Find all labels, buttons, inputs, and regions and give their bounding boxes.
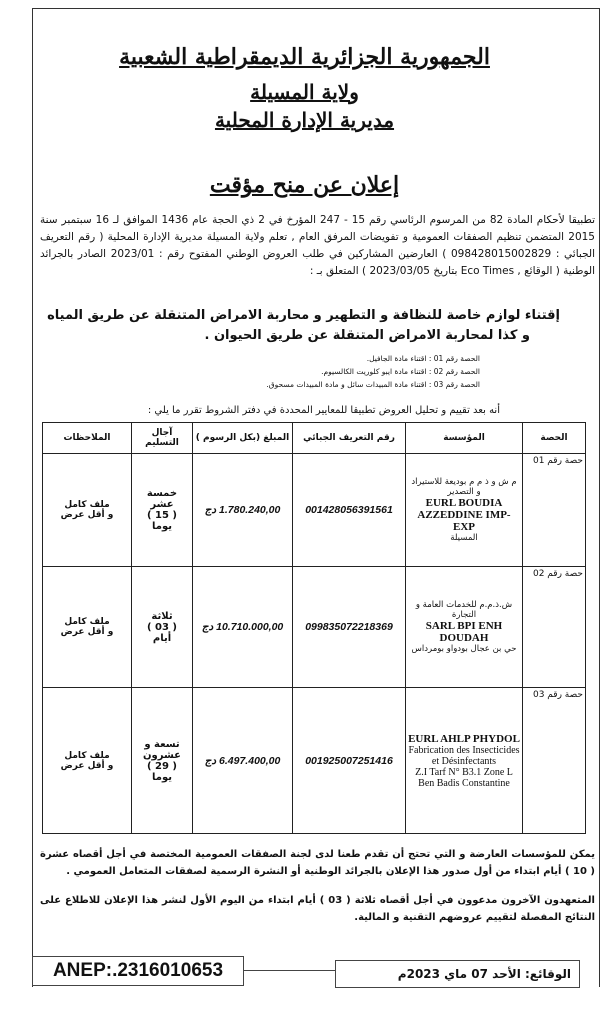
delay-number: ( 29 ) <box>146 760 178 772</box>
announcement-title: إعلان عن منح مؤقت <box>209 172 400 198</box>
note: ملف كامل <box>64 617 110 627</box>
company-address: حي بن عجال بودواو بومرداس <box>411 644 517 654</box>
note: و أقل عرض <box>60 510 114 520</box>
anep-reference: ANEP:.2316010653 <box>32 956 244 986</box>
col-lot: الحصة <box>523 423 586 454</box>
note: و أقل عرض <box>60 760 114 771</box>
delay-number: ( 03 ) <box>146 621 178 633</box>
subject <box>40 306 560 346</box>
table-header <box>43 423 586 454</box>
table-row <box>43 454 586 567</box>
company-fr: EURL BOUDIA AZZEDDINE IMP-EXP <box>417 497 511 533</box>
lot-item: الحصة رقم 01 : اقتناء مادة الجافيل. <box>366 354 480 363</box>
col-delay: آجال التسليم <box>132 423 193 454</box>
lot-cell: حصة رقم 02 <box>523 567 586 688</box>
note: و أقل عرض <box>60 627 114 637</box>
delay-words: خمسة عشر <box>146 488 178 510</box>
company-cell <box>406 567 523 688</box>
footer-divider <box>243 970 335 971</box>
table-row <box>43 567 586 688</box>
col-notes: الملاحظات <box>43 423 132 454</box>
subject-line: إقتناء لوازم خاصة للنظافة و التطهير و محاربة الامراض المتنقلة عن طريق المياه <box>47 308 560 323</box>
lot-cell: حصة رقم 01 <box>523 454 586 567</box>
amount-cell: 10.710.000,00 دج <box>193 567 293 688</box>
header-wilaya: ولاية المسيلة <box>250 80 359 104</box>
intro-paragraph: تطبيقا لأحكام المادة 82 من المرسوم الرئاسي رقم 15 - 247 المؤرخ في 2 ذي الحجة عام 1436 الموافق لـ 16 سبتمبر سنة 2015 المتضمن تنظيم الصفقات العمومية و تفويضات المرفق العام , تعلم ولاية المسيلة مديرية الإدارة المحلية ( رقم التعريف الجبائي : 098428015002829 ) العارضين المشاركين في طلب العروض الوطني المفتوح رقم : 2023/01 الصادر بالجرائد الوطنية ( الوقائع , Eco Times بتاريخ 2023/03/05 ) المتعلق بـ : <box>40 214 596 277</box>
lot-cell: حصة رقم 03 <box>523 688 586 834</box>
company-ar: م ش و ذ م م بوديعة للاستيراد و التصدير <box>411 477 517 497</box>
company-cell <box>406 688 523 834</box>
delay-cell <box>132 688 193 834</box>
delay-unit: أيام <box>152 632 172 644</box>
header-republic: الجمهورية الجزائرية الديمقراطية الشعبية <box>119 44 490 70</box>
delay-unit: يوما <box>152 521 172 532</box>
company-address: Z.I Tarf N° B3.1 Zone L Ben Badis Constantine <box>415 766 513 789</box>
nif-cell: 099835072218369 <box>293 567 406 688</box>
delay-words: تسعة و عشرون <box>143 738 181 761</box>
decision-text: أنه بعد تقييم و تحليل العروض تطبيقا للمعايير المحددة في دفتر الشروط تقرر ما يلي : <box>147 405 500 416</box>
notes-cell <box>43 567 132 688</box>
lots-list <box>100 352 480 391</box>
delay-unit: يوما <box>152 771 172 783</box>
col-amount: المبلغ (بكل الرسوم ) <box>193 423 293 454</box>
company-ar: ش.ذ.م.م للخدمات العامة و التجارة <box>415 600 513 620</box>
nif-cell: 001428056391561 <box>293 454 406 567</box>
amount-cell: 6.497.400,00 دج <box>193 688 293 834</box>
company-name: EURL AHLP PHYDOL <box>408 732 520 745</box>
delay-cell <box>132 454 193 567</box>
invite-paragraph: المتعهدون الآخرون مدعوون في أجل أقصاه ثلاثة ( 03 ) أيام ابتداء من اليوم الأول لنشر هذا الإعلان للاطلاع على النتائج المفصلة لتقييم عروضهم التقنية و المالية. <box>40 895 595 923</box>
appeal-paragraph: يمكن للمؤسسات العارضة و التي تحتج أن تقدم طعنا لدى لجنة الصفقات العمومية المختصة في أجل أقصاه عشرة ( 10 ) أيام ابتداء من أول صدور هذا الإعلان بالجرائد الوطنية أو النشرة الرسمية لصفقات المتعامل العمومي . <box>40 849 595 877</box>
award-table <box>42 422 586 834</box>
amount-cell: 1.780.240,00 دج <box>193 454 293 567</box>
col-company: المؤسسة <box>406 423 523 454</box>
delay-cell <box>132 567 193 688</box>
delay-number: ( 15 ) <box>146 510 178 521</box>
table-row <box>43 688 586 834</box>
notes-cell <box>43 454 132 567</box>
company-cell <box>406 454 523 567</box>
company-fr: SARL BPI ENH DOUDAH <box>425 620 503 644</box>
col-nif: رقم التعريف الجبائي <box>293 423 406 454</box>
company-city: المسيلة <box>450 533 478 543</box>
lot-item: الحصة رقم 02 : اقتناء مادة ايبو كلوريت الكالسيوم. <box>321 367 480 376</box>
note: ملف كامل <box>64 500 110 510</box>
header-directorate: مديرية الإدارة المحلية <box>214 108 395 132</box>
lot-item: الحصة رقم 03 : اقتناء مادة المبيدات سائل و مادة المبيدات مسحوق. <box>266 380 480 389</box>
publication-date: الوقائع: الأحد 07 ماي 2023م <box>335 960 580 988</box>
note: ملف كامل <box>64 750 110 761</box>
nif-cell: 001925007251416 <box>293 688 406 834</box>
subject-line: و كذا لمحاربة الامراض المتنقلة عن طريق الحيوان . <box>204 328 530 343</box>
company-activity: Fabrication des Insecticides et Désinfectants <box>408 744 520 767</box>
delay-words: ثلاثة <box>151 610 173 622</box>
notes-cell <box>43 688 132 834</box>
